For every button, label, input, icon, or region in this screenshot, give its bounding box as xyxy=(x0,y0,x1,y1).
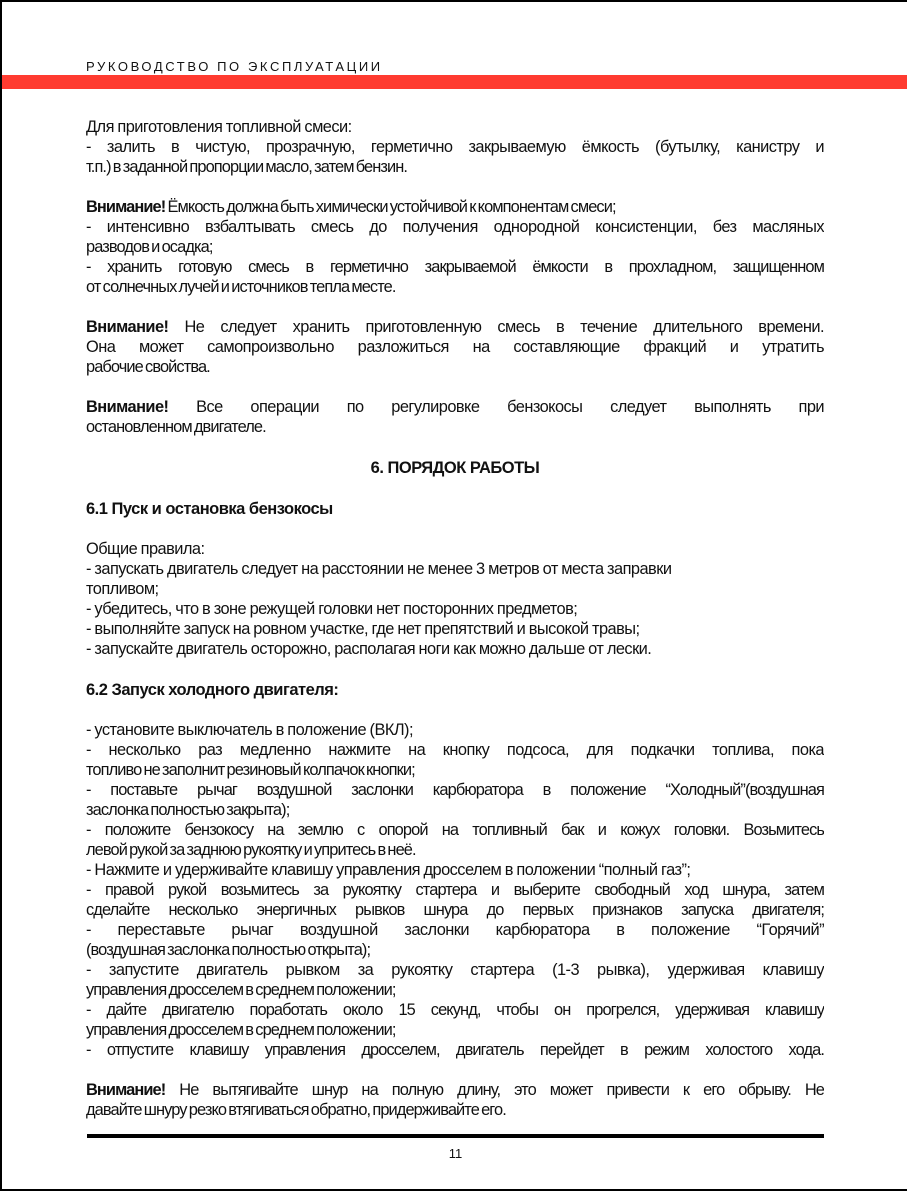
line-text: - запустите двигатель рывком за рукоятку стартера (1-3 рывка), удерживая клавишу xyxy=(86,961,824,979)
line-text: - поставьте рычаг воздушной заслонки карбюратора в положение “Холодный”(воздушная xyxy=(86,781,824,799)
line-text: - переставьте рычаг воздушной заслонки карбюратора в положение “Горячий” xyxy=(86,921,824,939)
fuel-mix-intro xyxy=(86,117,824,177)
text-line xyxy=(86,197,824,217)
subsection-title-start-stop: 6.1 Пуск и остановка бензокосы xyxy=(86,500,333,518)
line-text: - несколько раз медленно нажмите на кнопку подсоса, для подкачки топлива, пока xyxy=(86,741,824,759)
text-line xyxy=(86,217,824,237)
text-line xyxy=(86,599,824,619)
line-text: - залить в чистую, прозрачную, герметично закрываемую ёмкость (бутылку, канистру и xyxy=(86,138,824,156)
text-line xyxy=(86,1000,824,1020)
cold-start-steps xyxy=(86,720,824,1060)
line-text: Не следует хранить приготовленную смесь в течение длительного времени. xyxy=(168,318,824,336)
running-header: РУКОВОДСТВО ПО ЭКСПЛУАТАЦИИ xyxy=(86,59,383,74)
line-text: заслонка полностью закрыта); xyxy=(86,801,290,819)
warning-container-chemical xyxy=(86,197,824,297)
text-line xyxy=(86,117,824,137)
footer-rule xyxy=(87,1134,824,1138)
line-text: т.п.) в заданной пропорции масло, затем бензин. xyxy=(86,158,408,176)
line-text: рабочие свойства. xyxy=(86,358,210,376)
line-text: - установите выключатель в положение (ВКЛ); xyxy=(86,721,413,739)
line-text: (воздушная заслонка полностью открыта); xyxy=(86,941,371,959)
line-text: давайте шнуру резко втягиваться обратно, придерживайте его. xyxy=(86,1101,506,1119)
line-text: - правой рукой возьмитесь за рукоятку стартера и выберите свободный ход шнура, затем xyxy=(86,881,824,899)
general-rules xyxy=(86,539,824,659)
text-line xyxy=(86,940,824,960)
line-text: - Нажмите и удерживайте клавишу управления дросселем в положении “полный газ”; xyxy=(86,861,691,879)
section-title: 6. ПОРЯДОК РАБОТЫ xyxy=(370,459,540,477)
warning-storage-time xyxy=(86,317,824,377)
text-line xyxy=(86,960,824,980)
text-line xyxy=(86,357,824,377)
warning-label: Внимание! xyxy=(86,318,169,336)
line-text: - выполняйте запуск на ровном участке, где нет препятствий и высокой травы; xyxy=(86,620,640,638)
text-line xyxy=(86,1040,824,1060)
line-text: от солнечных лучей и источников тепла месте. xyxy=(86,278,396,296)
text-line xyxy=(86,740,824,760)
line-text: сделайте несколько энергичных рывков шнура до первых признаков запуска двигателя; xyxy=(86,901,824,919)
text-line xyxy=(86,880,824,900)
text-line xyxy=(86,1080,824,1100)
line-text: Общие правила: xyxy=(86,540,205,558)
line-text: Все операции по регулировке бензокосы следует выполнять при xyxy=(168,398,824,416)
line-text: топливом; xyxy=(86,580,159,598)
warning-label: Внимание! xyxy=(86,398,169,416)
line-text: Для приготовления топливной смеси: xyxy=(86,118,352,136)
line-text: Она может самопроизвольно разложиться на составляющие фракций и утратить xyxy=(86,338,824,356)
text-line xyxy=(86,137,824,157)
warning-label: Внимание! xyxy=(86,198,166,216)
text-line xyxy=(86,780,824,800)
line-text: управления дросселем в среднем положении; xyxy=(86,1021,396,1039)
line-text: - запускать двигатель следует на расстоянии не менее 3 метров от места заправки xyxy=(86,560,672,578)
line-text: - дайте двигателю поработать около 15 секунд, чтобы он прогрелся, удерживая клавишу xyxy=(86,1001,824,1019)
text-line xyxy=(86,277,824,297)
text-line xyxy=(86,559,824,579)
text-line xyxy=(86,1100,824,1120)
text-line xyxy=(86,639,824,659)
line-text: топливо не заполнит резиновый колпачок кнопки; xyxy=(86,761,415,779)
text-line xyxy=(86,840,824,860)
text-line xyxy=(86,619,824,639)
warning-label: Внимание! xyxy=(86,1081,166,1099)
text-line xyxy=(86,579,824,599)
page-number: 11 xyxy=(448,1146,463,1161)
warning-adjustment xyxy=(86,397,824,437)
text-line xyxy=(86,1020,824,1040)
text-line xyxy=(86,760,824,780)
text-line xyxy=(86,980,824,1000)
page-content xyxy=(86,117,824,1120)
subsection-title-cold-start: 6.2 Запуск холодного двигателя: xyxy=(86,681,339,699)
text-line xyxy=(86,860,824,880)
line-text: - интенсивно взбалтывать смесь до получения однородной консистенции, без масляных xyxy=(86,218,824,236)
line-text: остановленном двигателе. xyxy=(86,418,266,436)
text-line xyxy=(86,397,824,417)
line-text: Не вытягивайте шнур на полную длину, это может привести к его обрыву. Не xyxy=(165,1081,824,1099)
text-line xyxy=(86,157,824,177)
text-line xyxy=(86,820,824,840)
line-text: разводов и осадка; xyxy=(86,238,213,256)
header-accent-bar xyxy=(2,75,907,89)
line-text: управления дросселем в среднем положении; xyxy=(86,981,396,999)
text-line xyxy=(86,920,824,940)
line-text: - положите бензокосу на землю с опорой на топливный бак и кожух головки. Возьмитесь xyxy=(86,821,824,839)
text-line xyxy=(86,317,824,337)
text-line xyxy=(86,800,824,820)
line-text: - убедитесь, что в зоне режущей головки нет посторонних предметов; xyxy=(86,600,578,618)
text-line xyxy=(86,257,824,277)
text-line xyxy=(86,900,824,920)
line-text: - отпустите клавишу управления дросселем, двигатель перейдет в режим холостого хода. xyxy=(86,1041,824,1059)
line-text: Ёмкость должна быть химически устойчивой к компонентам смеси; xyxy=(165,198,616,216)
line-text: - хранить готовую смесь в герметично закрываемой ёмкости в прохладном, защищенном xyxy=(86,258,824,276)
line-text: - запускайте двигатель осторожно, располагая ноги как можно дальше от лески. xyxy=(86,640,652,658)
text-line xyxy=(86,720,824,740)
warning-cord xyxy=(86,1080,824,1120)
line-text: левой рукой за заднюю рукоятку и упритесь в неё. xyxy=(86,841,416,859)
text-line xyxy=(86,539,824,559)
text-line xyxy=(86,417,824,437)
text-line xyxy=(86,337,824,357)
text-line xyxy=(86,237,824,257)
